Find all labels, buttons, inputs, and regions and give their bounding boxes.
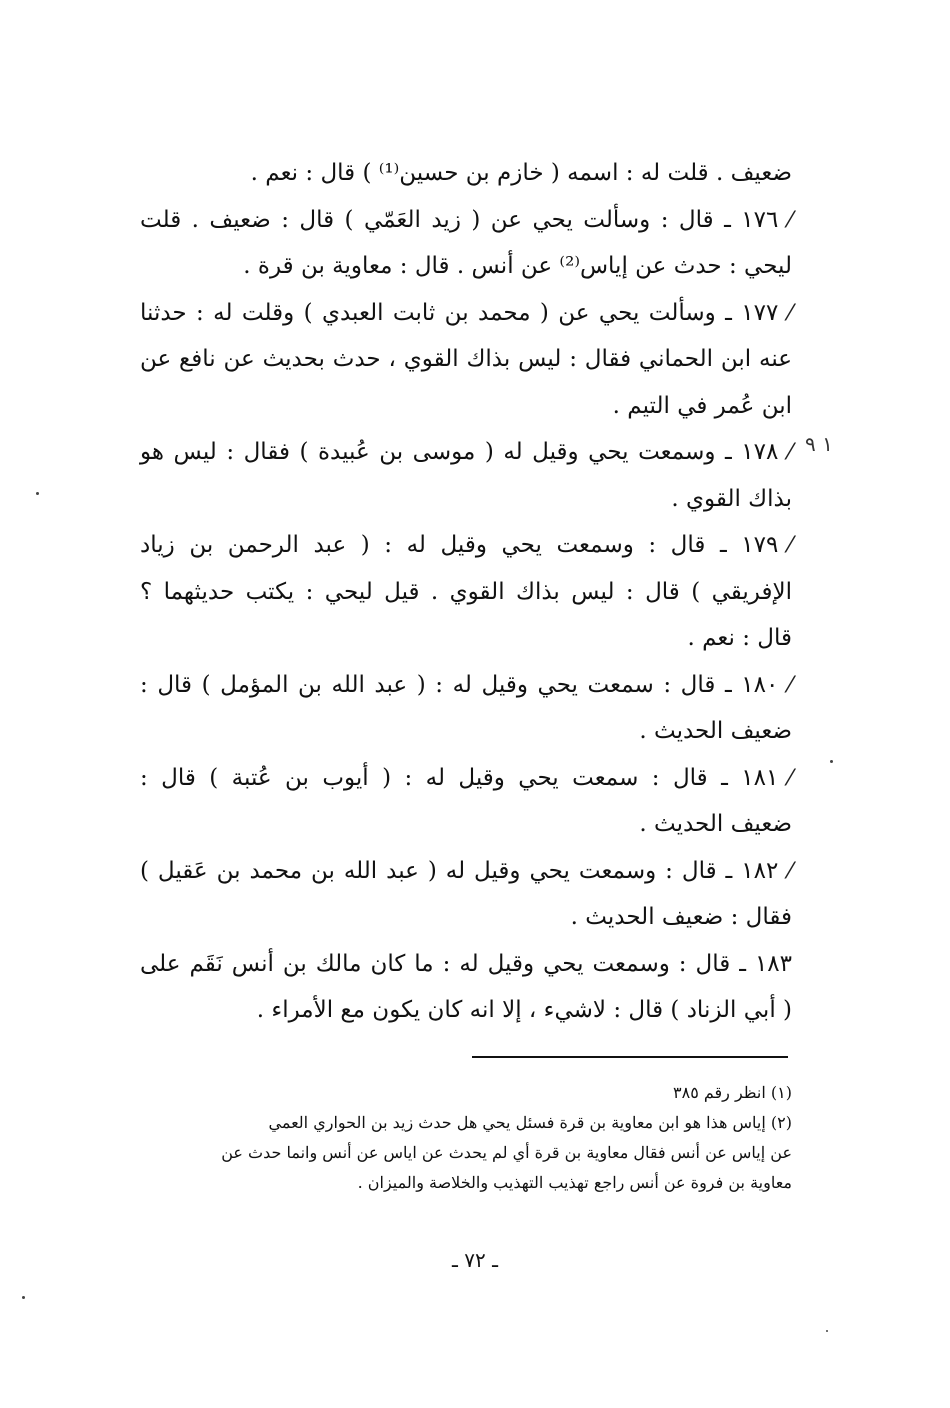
tick-mark-icon: ⁄ xyxy=(788,858,792,884)
entry-180-line-2: ضعيف الحديث . xyxy=(639,718,792,744)
text-line-1: ضعيف . قلت له : اسمه ( خازم بن حسين⁽¹⁾ ) قال : نعم . xyxy=(250,160,792,186)
footnote-1: (١) انظر رقم ٣٨٥ xyxy=(673,1083,792,1102)
footnotes-block xyxy=(140,1078,792,1198)
footnote-2-line-1: (٢) إياس هذا هو ابن معاوية بن قرة فسئل يحي هل حدث زيد بن الحواري العمي xyxy=(268,1113,792,1132)
entry-179-line-2: الإفريقي ) قال : ليس بذاك القوي . قيل ليحي : يكتب حديثهما ؟ xyxy=(140,578,792,605)
tick-mark-icon: ⁄ xyxy=(788,440,792,465)
tick-mark-icon: ⁄ xyxy=(788,533,792,558)
entry-176-line-1: ⁄١٧٦ ـ قال : وسألت يحي عن ( زيد العَمّي ) قال : ضعيف . قلت xyxy=(140,197,792,244)
entry-179-line-3: قال : نعم . xyxy=(687,625,792,651)
footnote-divider xyxy=(472,1056,788,1058)
entry-177-line-3: ابن عُمر في التيم . xyxy=(612,392,792,419)
tick-mark-icon: ⁄ xyxy=(788,207,792,233)
entry-182-line-1: ⁄١٨٢ ـ قال : وسمعت يحي وقيل له ( عبد الله بن محمد بن عَقيل ) xyxy=(140,848,792,895)
entry-183-line-1: ١٨٣ ـ قال : وسمعت يحي وقيل له : ما كان مالك بن أنس نَقَم على xyxy=(140,950,792,977)
entry-178-line-2: بذاك القوي . xyxy=(671,485,792,512)
scan-speck xyxy=(22,1296,25,1299)
entry-179-line-1: ⁄١٧٩ ـ قال : وسمعت يحي وقيل له : ( عبد الرحمن بن زياد xyxy=(140,522,792,569)
entry-180-line-1: ⁄١٨٠ ـ قال : سمعت يحي وقيل له : ( عبد الله بن المؤمل ) قال : xyxy=(140,662,792,709)
scan-speck xyxy=(830,760,833,763)
footnote-2-line-2: عن إياس عن أنس فقال معاوية بن قرة أي لم يحدث عن اياس عن أنس وانما حدث عن xyxy=(221,1143,792,1162)
entry-181-line-1: ⁄١٨١ ـ قال : سمعت يحي وقيل له : ( أيوب بن عُتبة ) قال : xyxy=(140,755,792,802)
entry-177-line-2: عنه ابن الحماني فقال : ليس بذاك القوي ، حدث بحديث عن نافع عن xyxy=(140,346,792,372)
main-text-block xyxy=(140,150,792,1034)
entry-183-line-2: ( أبي الزناد ) قال : لاشيء ، إلا انه كان يكون مع الأمراء . xyxy=(256,997,792,1023)
entry-181-line-2: ضعيف الحديث . xyxy=(639,811,792,837)
page-number: ـ ٧٢ ـ xyxy=(452,1248,498,1272)
tick-mark-icon: ⁄ xyxy=(788,765,792,791)
entry-178-line-1: ⁄١٧٨ ـ وسمعت يحي وقيل له ( موسى بن عُبيدة ) فقال : ليس هو xyxy=(140,429,792,476)
entry-176-line-2: ليحي : حدث عن إياس⁽²⁾ عن أنس . قال : معاوية بن قرة . xyxy=(243,253,792,279)
handwritten-margin-note: ١ ٩ xyxy=(805,432,833,456)
tick-mark-icon: ⁄ xyxy=(788,672,792,698)
scan-speck xyxy=(826,1330,828,1332)
entry-177-line-1: ⁄١٧٧ ـ وسألت يحي عن ( محمد بن ثابت العبدي ) وقلت له : حدثنا xyxy=(140,290,792,337)
footnote-2-line-3: معاوية بن فروة عن أنس راجع تهذيب التهذيب والخلاصة والميزان . xyxy=(357,1173,792,1192)
entry-182-line-2: فقال : ضعيف الحديث . xyxy=(570,904,792,930)
scan-speck xyxy=(36,492,39,495)
tick-mark-icon: ⁄ xyxy=(788,300,792,326)
